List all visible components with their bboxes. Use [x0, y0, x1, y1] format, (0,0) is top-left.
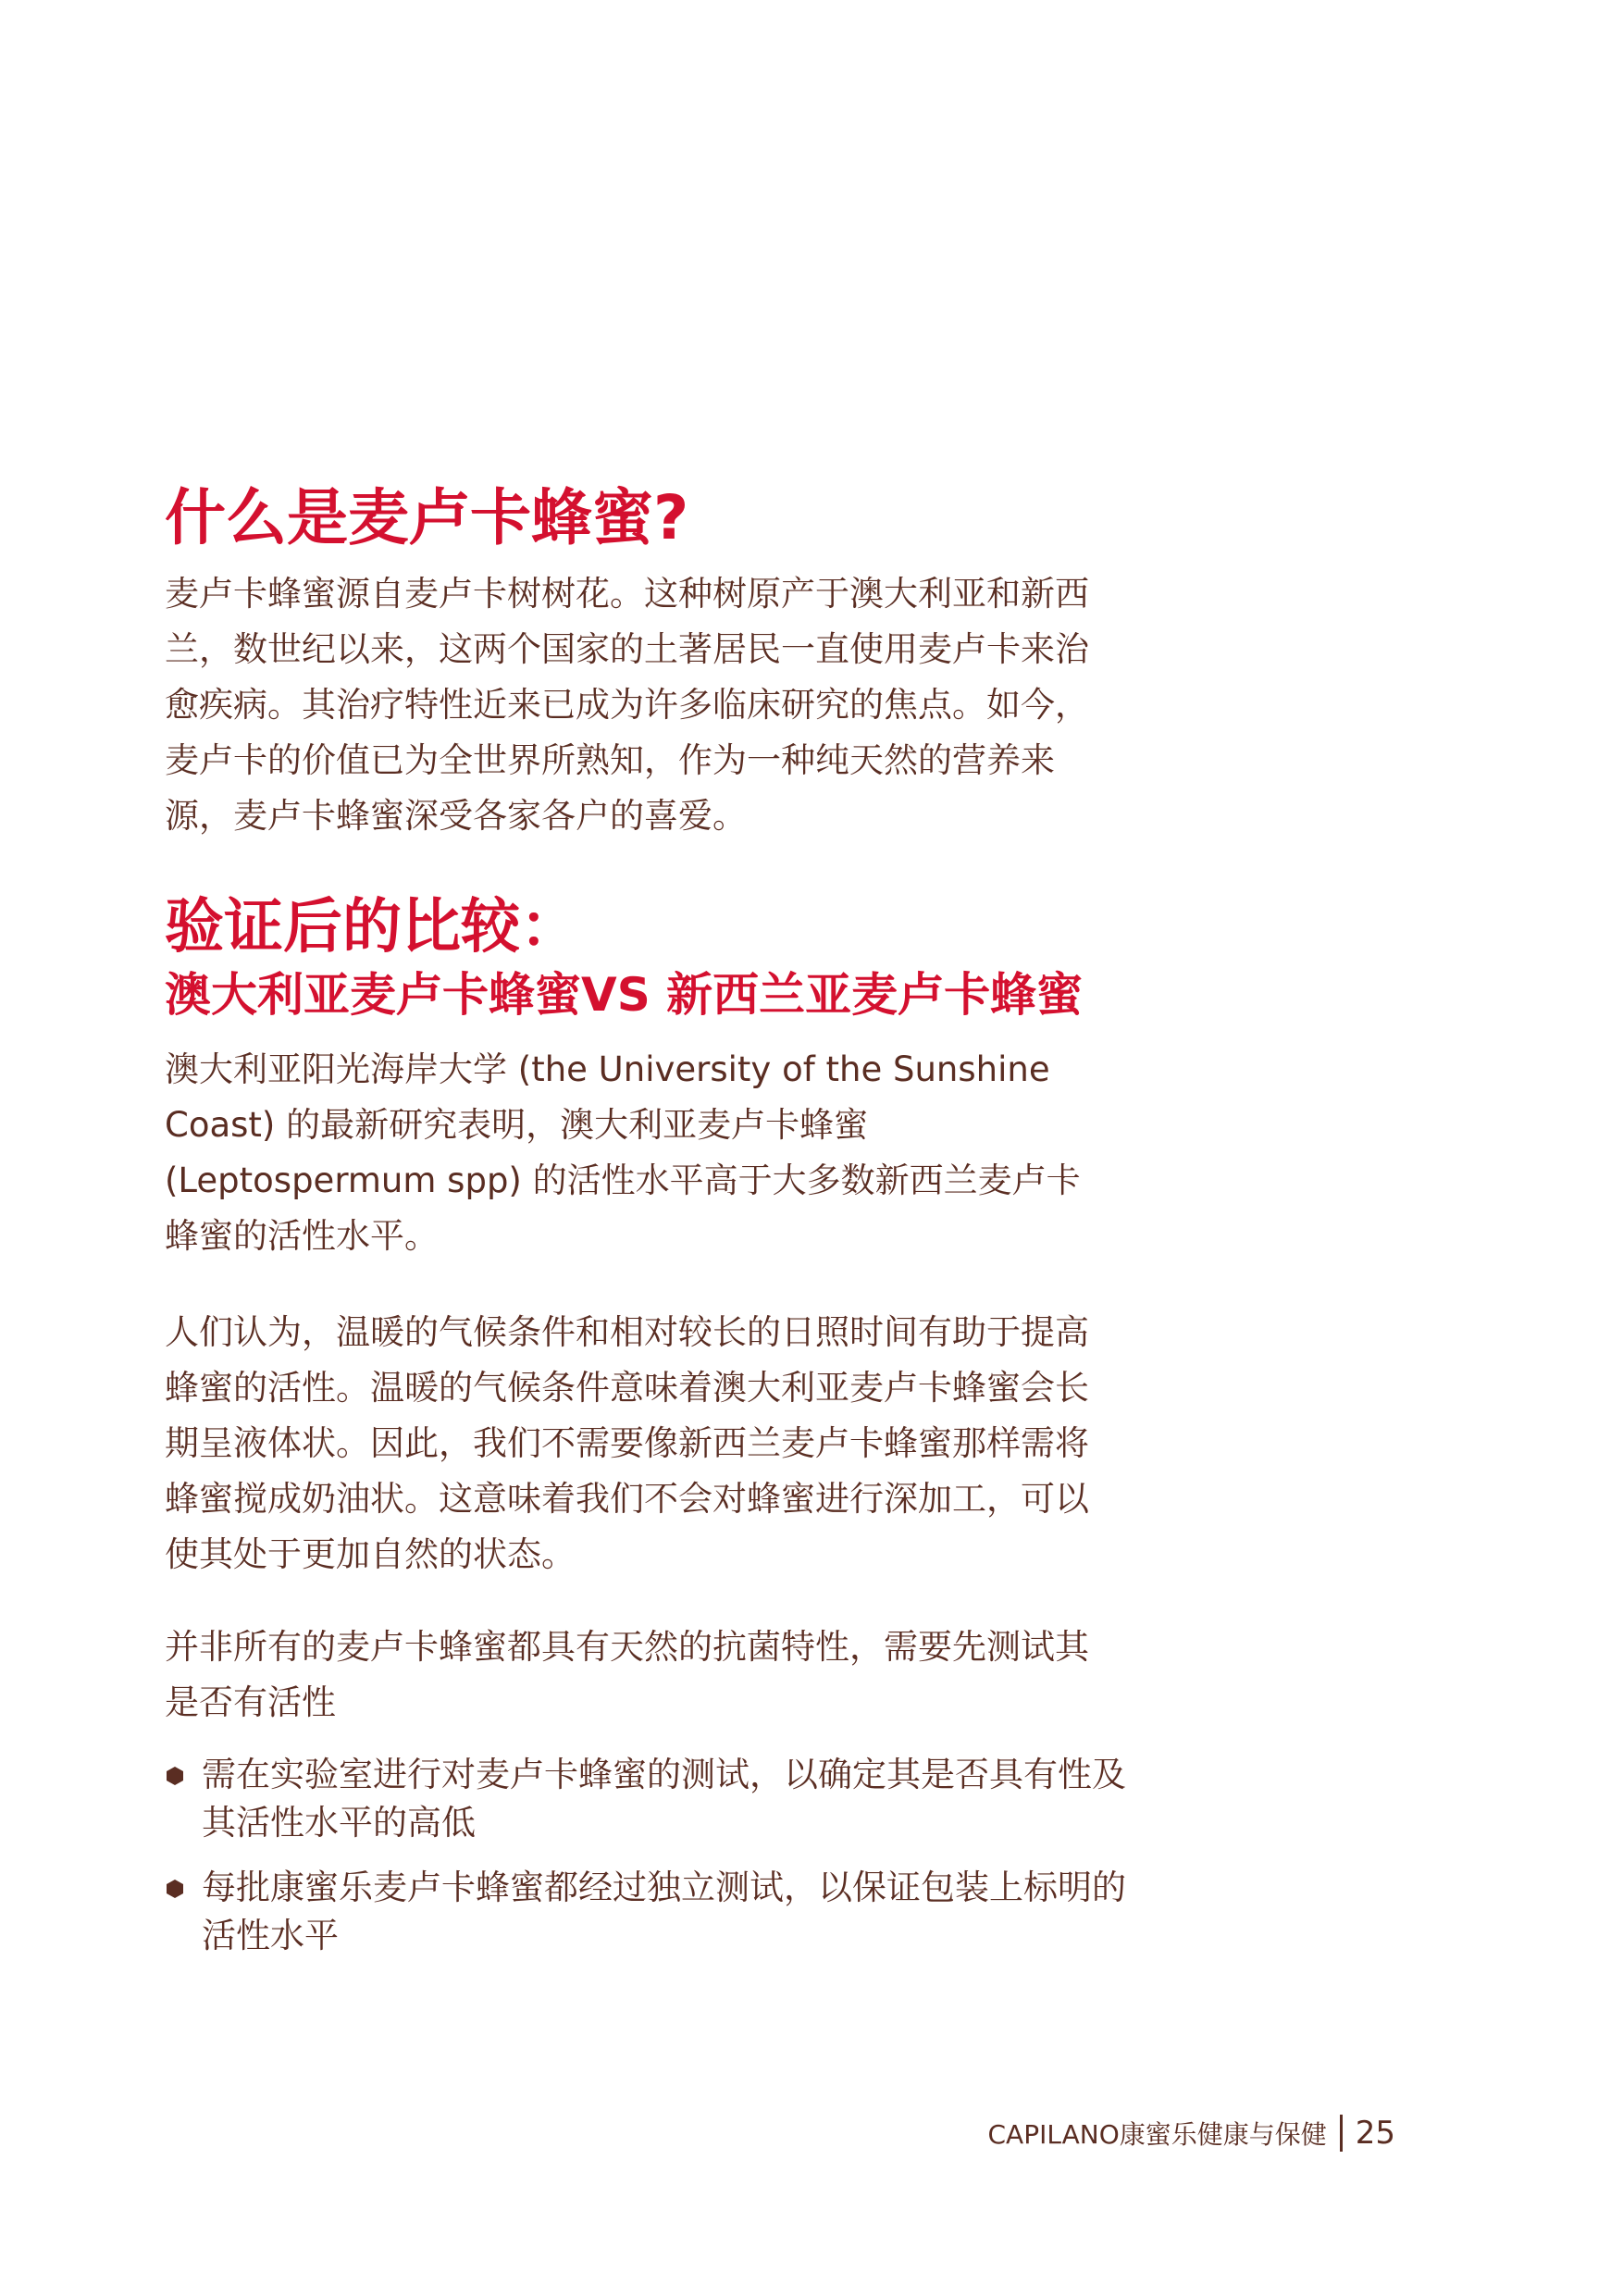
- page-number: 25: [1355, 2115, 1395, 2152]
- list-item: [165, 1751, 1127, 1847]
- bullet-text: 每批康蜜乐麦卢卡蜂蜜都经过独立测试，以保证包装上标明的活性水平: [202, 1868, 1126, 1955]
- footer-divider: [1340, 2115, 1343, 2152]
- bullet-text: 需在实验室进行对麦卢卡蜂蜜的测试，以确定其是否具有性及其活性水平的高低: [202, 1755, 1126, 1843]
- comparison-paragraph-3: 并非所有的麦卢卡蜂蜜都具有天然的抗菌特性，需要先测试其是否有活性: [165, 1627, 1089, 1722]
- testing-bullet-list: [165, 1751, 1127, 1960]
- comparison-paragraph-1: 澳大利亚阳光海岸大学 (the University of the Sunshine Coast) 的最新研究表明，澳大利亚麦卢卡蜂蜜 (Leptospermum spp) 的活性水平高于大多数新西兰麦卢卡蜂蜜的活性水平。: [165, 1049, 1081, 1256]
- page-footer: [988, 2115, 1396, 2152]
- section-title-what-is-manuka: 什么是麦卢卡蜂蜜?: [165, 482, 689, 553]
- list-item: [165, 1864, 1127, 1960]
- hexagon-bullet-icon: [165, 1879, 185, 1899]
- comparison-paragraph-2: 人们认为，温暖的气候条件和相对较长的日照时间有助于提高蜂蜜的活性。温暖的气候条件意味着澳大利亚麦卢卡蜂蜜会长期呈液体状。因此，我们不需要像新西兰麦卢卡蜂蜜那样需将蜂蜜搅成奶油状。这意味着我们不会对蜂蜜进行深加工，可以使其处于更加自然的状态。: [165, 1312, 1089, 1574]
- page-content: [165, 481, 1136, 1977]
- footer-brand: CAPILANO康蜜乐健康与保健: [987, 2119, 1327, 2150]
- hexagon-bullet-icon: [165, 1766, 185, 1786]
- section-body-what-is-manuka: 麦卢卡蜂蜜源自麦卢卡树树花。这种树原产于澳大利亚和新西兰，数世纪以来，这两个国家的土著居民一直使用麦卢卡来治愈疾病。其治疗特性近来已成为许多临床研究的焦点。如今，麦卢卡的价值已为全世界所熟知，作为一种纯天然的营养来源，麦卢卡蜂蜜深受各家各户的喜爱。: [165, 574, 1089, 836]
- section-title-comparison: 验证后的比较：: [165, 893, 579, 962]
- section-subtitle-comparison: 澳大利亚麦卢卡蜂蜜VS 新西兰亚麦卢卡蜂蜜: [165, 968, 1084, 1022]
